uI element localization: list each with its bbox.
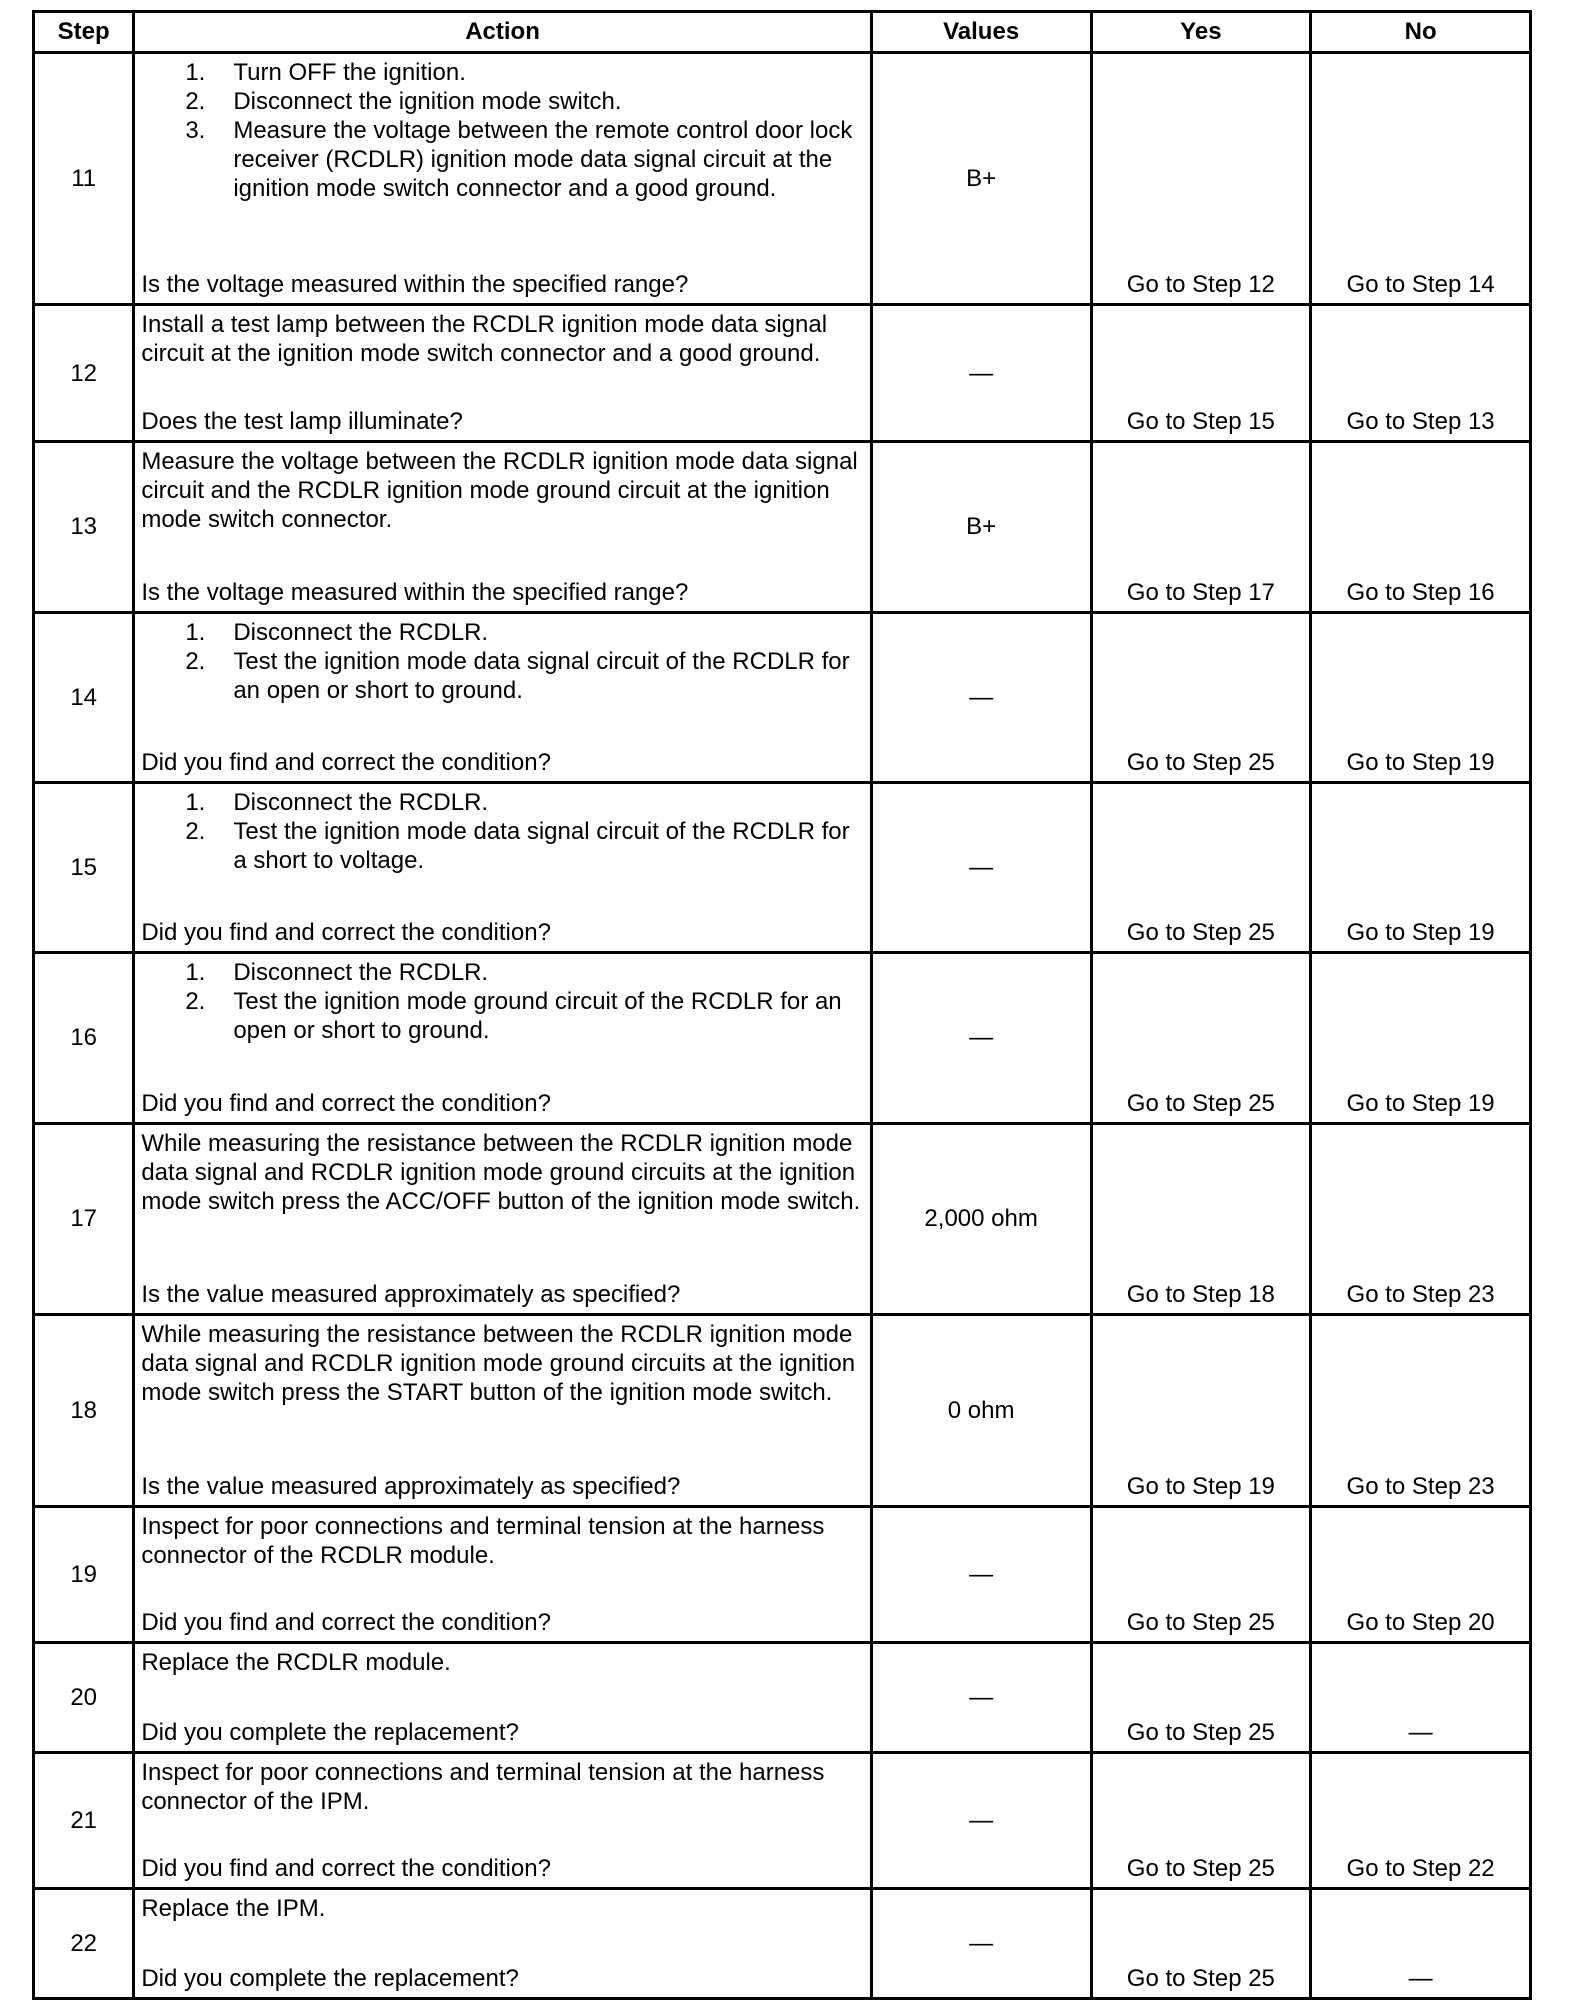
action-question: Did you find and correct the condition? xyxy=(141,748,551,776)
values-cell: 2,000 ohm xyxy=(871,1123,1091,1314)
action-text: While measuring the resistance between the RCDLR ignition mode data signal and RCDLR ignition mode ground circuits at the ignition mode switch press the ACC/OFF button of the ignition mode switch. xyxy=(141,1129,861,1215)
action-content xyxy=(135,1644,869,1750)
action-step-text: Disconnect the RCDLR. xyxy=(233,959,489,987)
header-no: No xyxy=(1311,12,1531,53)
header-values: Values xyxy=(871,12,1091,53)
no-cell: Go to Step 19 xyxy=(1311,612,1531,782)
action-step-text: Disconnect the RCDLR. xyxy=(233,618,489,646)
action-content xyxy=(135,306,869,440)
action-cell xyxy=(134,1506,871,1643)
step-number: 16 xyxy=(34,953,134,1123)
values-cell: B+ xyxy=(871,53,1091,305)
table-row xyxy=(34,612,1531,782)
action-step-item xyxy=(141,788,865,817)
action-step-item xyxy=(141,116,865,203)
header-step: Step xyxy=(34,12,134,53)
yes-cell: Go to Step 25 xyxy=(1091,1752,1311,1889)
table-header xyxy=(34,12,1531,53)
no-cell: Go to Step 23 xyxy=(1311,1123,1531,1314)
action-text: Inspect for poor connections and terminal tension at the harness connector of the RCDLR module. xyxy=(141,1512,825,1569)
table-row xyxy=(34,1752,1531,1889)
action-steps xyxy=(141,618,865,705)
action-question: Did you find and correct the condition? xyxy=(141,1089,551,1117)
values-cell: — xyxy=(871,953,1091,1123)
action-steps xyxy=(141,788,865,875)
yes-cell: Go to Step 25 xyxy=(1091,1643,1311,1752)
action-question: Is the value measured approximately as specified? xyxy=(141,1281,681,1309)
values-cell: — xyxy=(871,1643,1091,1752)
action-step-number: 2. xyxy=(185,88,206,115)
yes-cell: Go to Step 25 xyxy=(1091,953,1311,1123)
action-step-text: Disconnect the RCDLR. xyxy=(233,788,489,816)
action-content xyxy=(135,954,869,1121)
action-content xyxy=(135,54,869,303)
step-number: 20 xyxy=(34,1643,134,1752)
table-row xyxy=(34,1315,1531,1506)
action-content xyxy=(135,443,869,610)
action-step-text: Test the ignition mode data signal circuit of the RCDLR for an open or short to ground. xyxy=(233,647,850,704)
action-question: Did you complete the replacement? xyxy=(141,1965,519,1992)
action-step-text: Test the ignition mode ground circuit of the RCDLR for an open or short to ground. xyxy=(233,988,842,1045)
action-step-text: Disconnect the ignition mode switch. xyxy=(233,88,622,115)
header-yes: Yes xyxy=(1091,12,1311,53)
action-step-number: 1. xyxy=(185,959,206,987)
no-cell: Go to Step 16 xyxy=(1311,442,1531,612)
action-step-item xyxy=(141,817,865,875)
step-number: 11 xyxy=(34,53,134,305)
action-cell xyxy=(134,442,871,612)
action-cell xyxy=(134,612,871,782)
action-cell xyxy=(134,1315,871,1506)
action-cell xyxy=(134,1889,871,1999)
action-content xyxy=(135,1508,869,1642)
action-cell xyxy=(134,1123,871,1314)
yes-cell: Go to Step 25 xyxy=(1091,1506,1311,1643)
no-cell: Go to Step 23 xyxy=(1311,1315,1531,1506)
action-step-number: 1. xyxy=(185,618,206,646)
action-content xyxy=(135,1890,869,1997)
action-cell xyxy=(134,53,871,305)
action-step-item xyxy=(141,58,865,87)
values-cell: B+ xyxy=(871,442,1091,612)
header-action: Action xyxy=(134,12,871,53)
action-step-number: 1. xyxy=(185,59,206,86)
table-row xyxy=(34,1643,1531,1752)
action-cell xyxy=(134,1643,871,1752)
values-cell: — xyxy=(871,1506,1091,1643)
action-step-number: 1. xyxy=(185,788,206,816)
step-number: 15 xyxy=(34,782,134,952)
no-cell: Go to Step 22 xyxy=(1311,1752,1531,1889)
action-question: Is the voltage measured within the specified range? xyxy=(141,578,689,606)
action-content xyxy=(135,614,869,781)
action-steps xyxy=(141,58,865,203)
step-number: 19 xyxy=(34,1506,134,1643)
action-step-number: 2. xyxy=(185,817,206,845)
table-row xyxy=(34,782,1531,952)
no-cell: Go to Step 14 xyxy=(1311,53,1531,305)
yes-cell: Go to Step 15 xyxy=(1091,305,1311,442)
table-row xyxy=(34,1506,1531,1643)
action-question: Did you find and correct the condition? xyxy=(141,1609,551,1637)
action-step-number: 2. xyxy=(185,988,206,1016)
table-row xyxy=(34,1123,1531,1314)
table-row xyxy=(34,442,1531,612)
step-number: 14 xyxy=(34,612,134,782)
action-text: Measure the voltage between the RCDLR ignition mode data signal circuit and the RCDLR ignition mode ground circuit at the ignition mode switch connector. xyxy=(141,448,858,534)
action-text: Replace the RCDLR module. xyxy=(141,1649,451,1677)
action-step-item xyxy=(141,958,865,987)
action-question: Did you find and correct the condition? xyxy=(141,919,551,947)
values-cell: — xyxy=(871,1889,1091,1999)
values-cell: 0 ohm xyxy=(871,1315,1091,1506)
step-number: 13 xyxy=(34,442,134,612)
action-question: Did you complete the replacement? xyxy=(141,1718,519,1746)
action-question: Is the voltage measured within the specified range? xyxy=(141,271,689,299)
action-step-number: 3. xyxy=(185,117,206,144)
no-cell: — xyxy=(1311,1643,1531,1752)
table-row xyxy=(34,53,1531,305)
yes-cell: Go to Step 25 xyxy=(1091,782,1311,952)
table-row xyxy=(34,953,1531,1123)
action-step-text: Turn OFF the ignition. xyxy=(233,59,466,86)
step-number: 22 xyxy=(34,1889,134,1999)
values-cell: — xyxy=(871,782,1091,952)
action-text: Inspect for poor connections and terminal tension at the harness connector of the IPM. xyxy=(141,1758,825,1815)
table-body xyxy=(34,53,1531,1999)
action-question: Does the test lamp illuminate? xyxy=(141,408,463,436)
no-cell: — xyxy=(1311,1889,1531,1999)
yes-cell: Go to Step 12 xyxy=(1091,53,1311,305)
action-step-item xyxy=(141,647,865,705)
action-step-item xyxy=(141,87,865,116)
step-number: 21 xyxy=(34,1752,134,1889)
no-cell: Go to Step 19 xyxy=(1311,953,1531,1123)
action-steps xyxy=(141,958,865,1045)
action-cell xyxy=(134,305,871,442)
step-number: 17 xyxy=(34,1123,134,1314)
action-cell xyxy=(134,782,871,952)
diagnostic-table xyxy=(32,10,1532,2000)
action-text: Install a test lamp between the RCDLR ignition mode data signal circuit at the ignition mode switch connector and a good ground. xyxy=(141,311,828,368)
action-text: Replace the IPM. xyxy=(141,1895,326,1923)
action-content xyxy=(135,784,869,951)
action-step-text: Test the ignition mode data signal circuit of the RCDLR for a short to voltage. xyxy=(233,817,850,874)
action-text: While measuring the resistance between the RCDLR ignition mode data signal and RCDLR ignition mode ground circuits at the ignition mode switch press the START button of the ignition mode switch. xyxy=(141,1321,856,1407)
yes-cell: Go to Step 19 xyxy=(1091,1315,1311,1506)
action-question: Did you find and correct the condition? xyxy=(141,1855,551,1883)
action-question: Is the value measured approximately as specified? xyxy=(141,1472,681,1500)
values-cell: — xyxy=(871,612,1091,782)
action-cell xyxy=(134,1752,871,1889)
action-step-item xyxy=(141,987,865,1045)
action-cell xyxy=(134,953,871,1123)
action-content xyxy=(135,1125,869,1313)
yes-cell: Go to Step 18 xyxy=(1091,1123,1311,1314)
yes-cell: Go to Step 17 xyxy=(1091,442,1311,612)
values-cell: — xyxy=(871,305,1091,442)
action-step-item xyxy=(141,618,865,647)
table-row xyxy=(34,305,1531,442)
action-content xyxy=(135,1754,869,1888)
yes-cell: Go to Step 25 xyxy=(1091,1889,1311,1999)
step-number: 12 xyxy=(34,305,134,442)
no-cell: Go to Step 13 xyxy=(1311,305,1531,442)
step-number: 18 xyxy=(34,1315,134,1506)
no-cell: Go to Step 19 xyxy=(1311,782,1531,952)
table-row xyxy=(34,1889,1531,1999)
action-step-text: Measure the voltage between the remote control door lock receiver (RCDLR) ignition mode data signal circuit at the ignition mode switch connector and a good ground. xyxy=(233,117,853,202)
action-step-number: 2. xyxy=(185,647,206,675)
action-content xyxy=(135,1316,869,1504)
yes-cell: Go to Step 25 xyxy=(1091,612,1311,782)
values-cell: — xyxy=(871,1752,1091,1889)
no-cell: Go to Step 20 xyxy=(1311,1506,1531,1643)
